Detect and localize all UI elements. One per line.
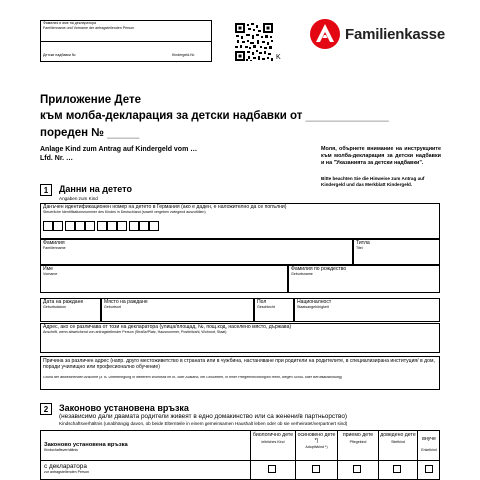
col-grandchild-bg: внуче bbox=[422, 436, 436, 442]
tax-id-digit[interactable] bbox=[75, 221, 85, 231]
logo-text: Familienkasse bbox=[345, 26, 445, 43]
table-divider bbox=[40, 460, 440, 461]
col-foster-bg: приемо дете bbox=[342, 432, 374, 438]
tax-id-digit[interactable] bbox=[53, 221, 63, 231]
tax-id-digit[interactable] bbox=[129, 221, 139, 231]
col-stepchild bbox=[379, 433, 417, 444]
title-number-blank[interactable]: _____ bbox=[107, 127, 140, 139]
pob-label-de: Geburtsort bbox=[104, 305, 121, 309]
col-foster-de: Pflegekind bbox=[349, 439, 367, 444]
benefit-no-label: Детски надбавки № bbox=[43, 53, 76, 57]
sex-label-bg: Пол bbox=[257, 299, 267, 305]
checkbox-foster[interactable] bbox=[353, 465, 361, 473]
surname-label-de: Familienname bbox=[43, 246, 66, 250]
col-stepchild-de: Stiefkind bbox=[391, 439, 405, 444]
table-header-de: Kindschaftsverhältnis bbox=[44, 448, 78, 452]
title-line1: Приложение Дете bbox=[40, 94, 141, 106]
checkbox-adopted[interactable] bbox=[312, 465, 320, 473]
note-bg: Моля, обърнете внимание на инструкциите към молба-декларация за детски надбавки и на "Указанията за детски надбавки". bbox=[321, 146, 441, 167]
section1-subtitle: Angaben zum Kind bbox=[59, 196, 98, 201]
table-header-bg: Законово установена връзка bbox=[44, 442, 128, 448]
row1-label-bg: с декларатора bbox=[44, 463, 87, 470]
reason-label-bg: Причина за различен адрес (напр. друго местоживетство в страната или в чужбина, настаняване при родители на родителите, в специализирана институция/ в дом, поради училищно или професионално обучение) bbox=[43, 358, 435, 371]
col-stepchild-bg: доведено дете bbox=[380, 432, 416, 438]
col-grandchild-de: Enkelkind bbox=[421, 447, 437, 452]
firstname-label-bg: Име bbox=[43, 266, 53, 272]
row1-label-de: zur antragstellenden Person bbox=[44, 470, 89, 474]
tax-id-digit[interactable] bbox=[139, 221, 149, 231]
title-date-blank[interactable]: _____________ bbox=[305, 110, 389, 122]
checkbox-biological[interactable] bbox=[268, 465, 276, 473]
tax-id-digit[interactable] bbox=[107, 221, 117, 231]
firstname-field[interactable] bbox=[40, 265, 288, 293]
tax-id-digit[interactable] bbox=[65, 221, 75, 231]
qr-code bbox=[234, 22, 274, 62]
reason-label-de: Grund der abweichenden Anschrift (z. B. Unterbringung in weiterem Wohnsitz im In- oder Ausland, bei Großeltern, in einer Pflegeeinrichtung/im Heim, wegen Schul- oder Berufsausbildung) bbox=[43, 376, 342, 379]
title-line2-text: към молба-декларация за детски надбавки от bbox=[40, 110, 303, 122]
title-line3 bbox=[40, 127, 139, 139]
title-de-line1: Anlage Kind zum Antrag auf Kindergeld vom … bbox=[40, 146, 198, 153]
kindergeld-nr-input[interactable] bbox=[41, 42, 211, 53]
pob-label-bg: Място на раждане bbox=[104, 299, 148, 305]
col-foster bbox=[338, 433, 378, 444]
checkbox-stepchild[interactable] bbox=[393, 465, 401, 473]
tax-id-label-bg: Данъчен идентификационен номер на детето в Германия (ако е даден, е наложително да се попълни) bbox=[43, 204, 287, 210]
sex-label-de: Geschlecht bbox=[257, 305, 275, 309]
tax-id-digit[interactable] bbox=[43, 221, 53, 231]
title-label-bg: Титла bbox=[356, 240, 370, 246]
section1-number: 1 bbox=[40, 184, 52, 196]
address-label-de: Anschrift, wenn abweichend von antragstellender Person (Straße/Platz, Hausnummer, Postleitzahl, Wohnort, Staat) bbox=[43, 330, 227, 334]
title-de-line2: Lfd. Nr. … bbox=[40, 155, 74, 162]
nationality-label-de: Staatsangehörigkeit bbox=[297, 305, 329, 309]
dob-label-bg: Дата на раждане bbox=[43, 299, 84, 305]
title-label-de: Titel bbox=[356, 246, 363, 250]
applicant-name-label-de: Familienname und Vorname der antragstellenden Person bbox=[43, 26, 135, 30]
familienkasse-logo-icon bbox=[310, 19, 340, 49]
tax-id-digit[interactable] bbox=[117, 221, 127, 231]
section2-number: 2 bbox=[40, 403, 52, 415]
tax-id-digit[interactable] bbox=[97, 221, 107, 231]
checkbox-grandchild[interactable] bbox=[425, 465, 433, 473]
col-adopted bbox=[296, 433, 337, 450]
surname-field[interactable] bbox=[40, 239, 353, 265]
tax-id-digit[interactable] bbox=[85, 221, 95, 231]
qr-suffix: K bbox=[276, 54, 281, 61]
col-biological-de: leibliches Kind bbox=[261, 439, 285, 444]
birthname-label-de: Geburtsname bbox=[291, 272, 313, 276]
name-input[interactable] bbox=[41, 31, 211, 40]
tax-id-digit[interactable] bbox=[149, 221, 159, 231]
col-adopted-de: Adoptivkind *) bbox=[305, 445, 328, 450]
section1-title: Данни на детето bbox=[59, 184, 132, 194]
kindergeld-nr-label: Kindergeld-Nr. bbox=[172, 53, 195, 57]
col-adopted-bg: осиновено дете *) bbox=[297, 432, 336, 444]
col-biological bbox=[251, 433, 295, 444]
dob-label-de: Geburtsdatum bbox=[43, 305, 66, 309]
section2-title: Законово установена връзка bbox=[59, 403, 189, 413]
col-biological-bg: биологично дете bbox=[252, 432, 294, 438]
title-line2 bbox=[40, 110, 389, 122]
col-grandchild bbox=[418, 437, 440, 452]
section2-subtitle-bg: (независимо дали двамата родители живеят в едно домакинство или са женени/в партньорство) bbox=[59, 413, 348, 420]
firstname-label-de: Vorname bbox=[43, 272, 58, 276]
address-label-bg: Адрес, ако се различава от този на декларатора (улица/площад, №, пощ.код, населено място, държава) bbox=[43, 324, 292, 330]
surname-label-bg: Фамилия bbox=[43, 240, 65, 246]
tax-id-label-de: Steuerliche Identifikationsnummer des Kindes in Deutschland (soweit vergeben zwingend auszufüllen) bbox=[43, 210, 206, 214]
note-de: Bitte beachten Sie die Hinweise zum Antrag auf Kindergeld und das Merkblatt Kindergeld. bbox=[321, 176, 425, 187]
title-line3-text: пореден № bbox=[40, 127, 105, 139]
birthname-label-bg: Фамилия по рождество bbox=[291, 266, 347, 272]
section2-subtitle-de: Kindschaftsverhältnis (unabhängig davon, ob beide Elternteile in einem gemeinsamen Haushalt leben oder ob sie verheiratet/verpartnert sind) bbox=[59, 421, 348, 426]
applicant-name-label-bg: Фамилия и име на декларатора bbox=[43, 21, 97, 25]
nationality-label-bg: Националност bbox=[297, 299, 332, 305]
